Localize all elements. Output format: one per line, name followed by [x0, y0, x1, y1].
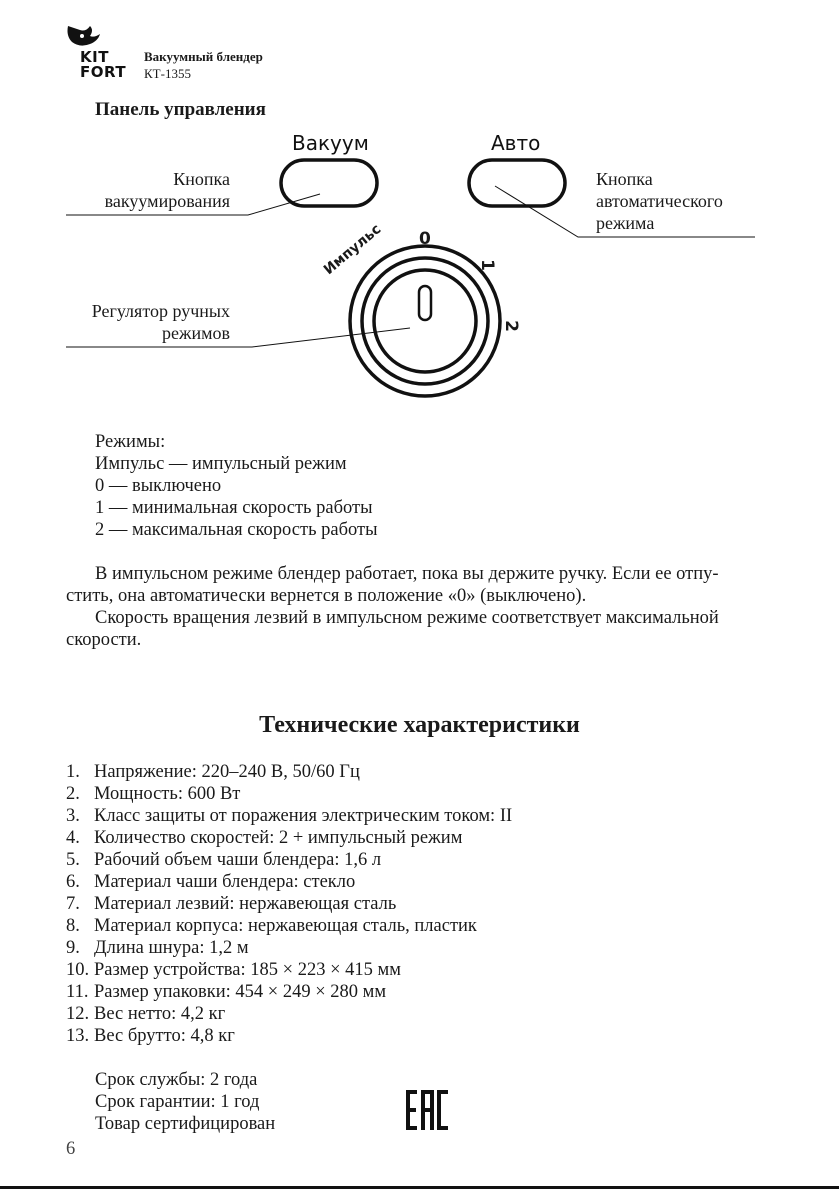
spec-row — [66, 827, 462, 849]
spec-text: Размер упаковки: 454 × 249 × 280 мм — [94, 982, 387, 1002]
spec-number: 2. — [66, 784, 80, 804]
spec-text: Количество скоростей: 2 + импульсный режим — [94, 828, 463, 848]
spec-text: Вес нетто: 4,2 кг — [94, 1004, 226, 1024]
spec-number: 6. — [66, 872, 80, 892]
callout-auto-line-2: автоматического — [596, 191, 723, 211]
dial-label-one: 1 — [476, 259, 497, 271]
vacuum-button-label: Вакуум — [292, 131, 369, 155]
spec-row — [66, 937, 249, 959]
callout-regulator-line-1: Регулятор ручных — [91, 301, 230, 321]
modes-block — [95, 431, 378, 541]
spec-number: 3. — [66, 806, 80, 826]
certification: Товар сертифицирован — [95, 1114, 276, 1134]
dial-label-two: 2 — [500, 320, 521, 332]
tech-heading: Технические характеристики — [259, 712, 580, 738]
spec-row — [66, 783, 240, 805]
spec-text: Материал корпуса: нержавеющая сталь, пластик — [94, 916, 477, 936]
brand-logo — [64, 22, 126, 80]
spec-row — [66, 981, 386, 1003]
service-life: Срок службы: 2 года — [95, 1070, 258, 1090]
dial-label-zero: 0 — [419, 229, 431, 249]
spec-number: 5. — [66, 850, 80, 870]
spec-text: Мощность: 600 Вт — [94, 784, 241, 804]
dial-label-impulse: Импульс — [320, 221, 385, 279]
spec-text: Класс защиты от поражения электрическим током: II — [94, 806, 513, 826]
mode-item: 0 — выключено — [95, 476, 222, 496]
product-model: КТ-1355 — [144, 66, 191, 81]
callout-vacuum-line-1: Кнопка — [173, 169, 230, 189]
panel-heading: Панель управления — [95, 99, 266, 120]
spec-row — [66, 893, 396, 915]
callout-vacuum — [60, 168, 230, 212]
paragraph-line: стить, она автоматически вернется в положение «0» (выключено). — [66, 586, 587, 606]
eac-certification-mark — [405, 1088, 449, 1132]
callout-vacuum-line-2: вакуумирования — [104, 191, 230, 211]
spec-number: 11. — [66, 982, 89, 1002]
paragraph-line: В импульсном режиме блендер работает, пока вы держите ручку. Если ее отпу- — [95, 564, 719, 584]
spec-row — [66, 871, 355, 893]
spec-text: Размер устройства: 185 × 223 × 415 мм — [94, 960, 401, 980]
dial-indicator — [419, 286, 431, 320]
spec-number: 10. — [66, 960, 90, 980]
spec-number: 7. — [66, 894, 80, 914]
mode-item: 1 — минимальная скорость работы — [95, 498, 373, 518]
spec-row — [66, 805, 512, 827]
spec-number: 13. — [66, 1026, 90, 1046]
cat-logo-icon — [64, 22, 104, 48]
modes-title: Режимы: — [95, 432, 166, 452]
callout-auto-line-1: Кнопка — [596, 169, 653, 189]
spec-number: 12. — [66, 1004, 90, 1024]
spec-number: 8. — [66, 916, 80, 936]
brand-line-2: FORT — [80, 63, 127, 81]
paragraph-line: скорости. — [66, 630, 142, 650]
callout-regulator — [60, 300, 230, 344]
page-number: 6 — [66, 1139, 76, 1159]
spec-text: Длина шнура: 1,2 м — [94, 938, 249, 958]
callout-auto-line-3: режима — [596, 213, 655, 233]
spec-number: 1. — [66, 762, 80, 782]
product-title: Вакуумный блендер — [144, 49, 263, 64]
callout-auto — [596, 168, 723, 234]
brand-line-1: KIT — [80, 48, 109, 66]
spec-number: 4. — [66, 828, 80, 848]
spec-text: Вес брутто: 4,8 кг — [94, 1026, 235, 1046]
spec-text: Рабочий объем чаши блендера: 1,6 л — [94, 850, 382, 870]
spec-number: 9. — [66, 938, 80, 958]
callout-regulator-line-2: режимов — [162, 323, 230, 343]
spec-text: Материал чаши блендера: стекло — [94, 872, 356, 892]
spec-row — [66, 959, 401, 981]
spec-row — [66, 849, 381, 871]
spec-row — [66, 1003, 225, 1025]
paragraph-impulse — [66, 563, 776, 651]
mode-item: 2 — максимальная скорость работы — [95, 520, 378, 540]
vacuum-button-shape — [281, 160, 377, 206]
warranty: Срок гарантии: 1 год — [95, 1092, 260, 1112]
mode-item: Импульс — импульсный режим — [95, 454, 347, 474]
spec-text: Материал лезвий: нержавеющая сталь — [94, 894, 397, 914]
paragraph-line: Скорость вращения лезвий в импульсном режиме соответствует максимальной — [95, 608, 719, 628]
spec-text: Напряжение: 220–240 В, 50/60 Гц — [94, 762, 360, 782]
auto-button-label: Авто — [491, 131, 541, 155]
spec-row — [66, 1025, 235, 1047]
service-block — [95, 1069, 275, 1135]
spec-row — [66, 915, 477, 937]
spec-row — [66, 761, 360, 783]
